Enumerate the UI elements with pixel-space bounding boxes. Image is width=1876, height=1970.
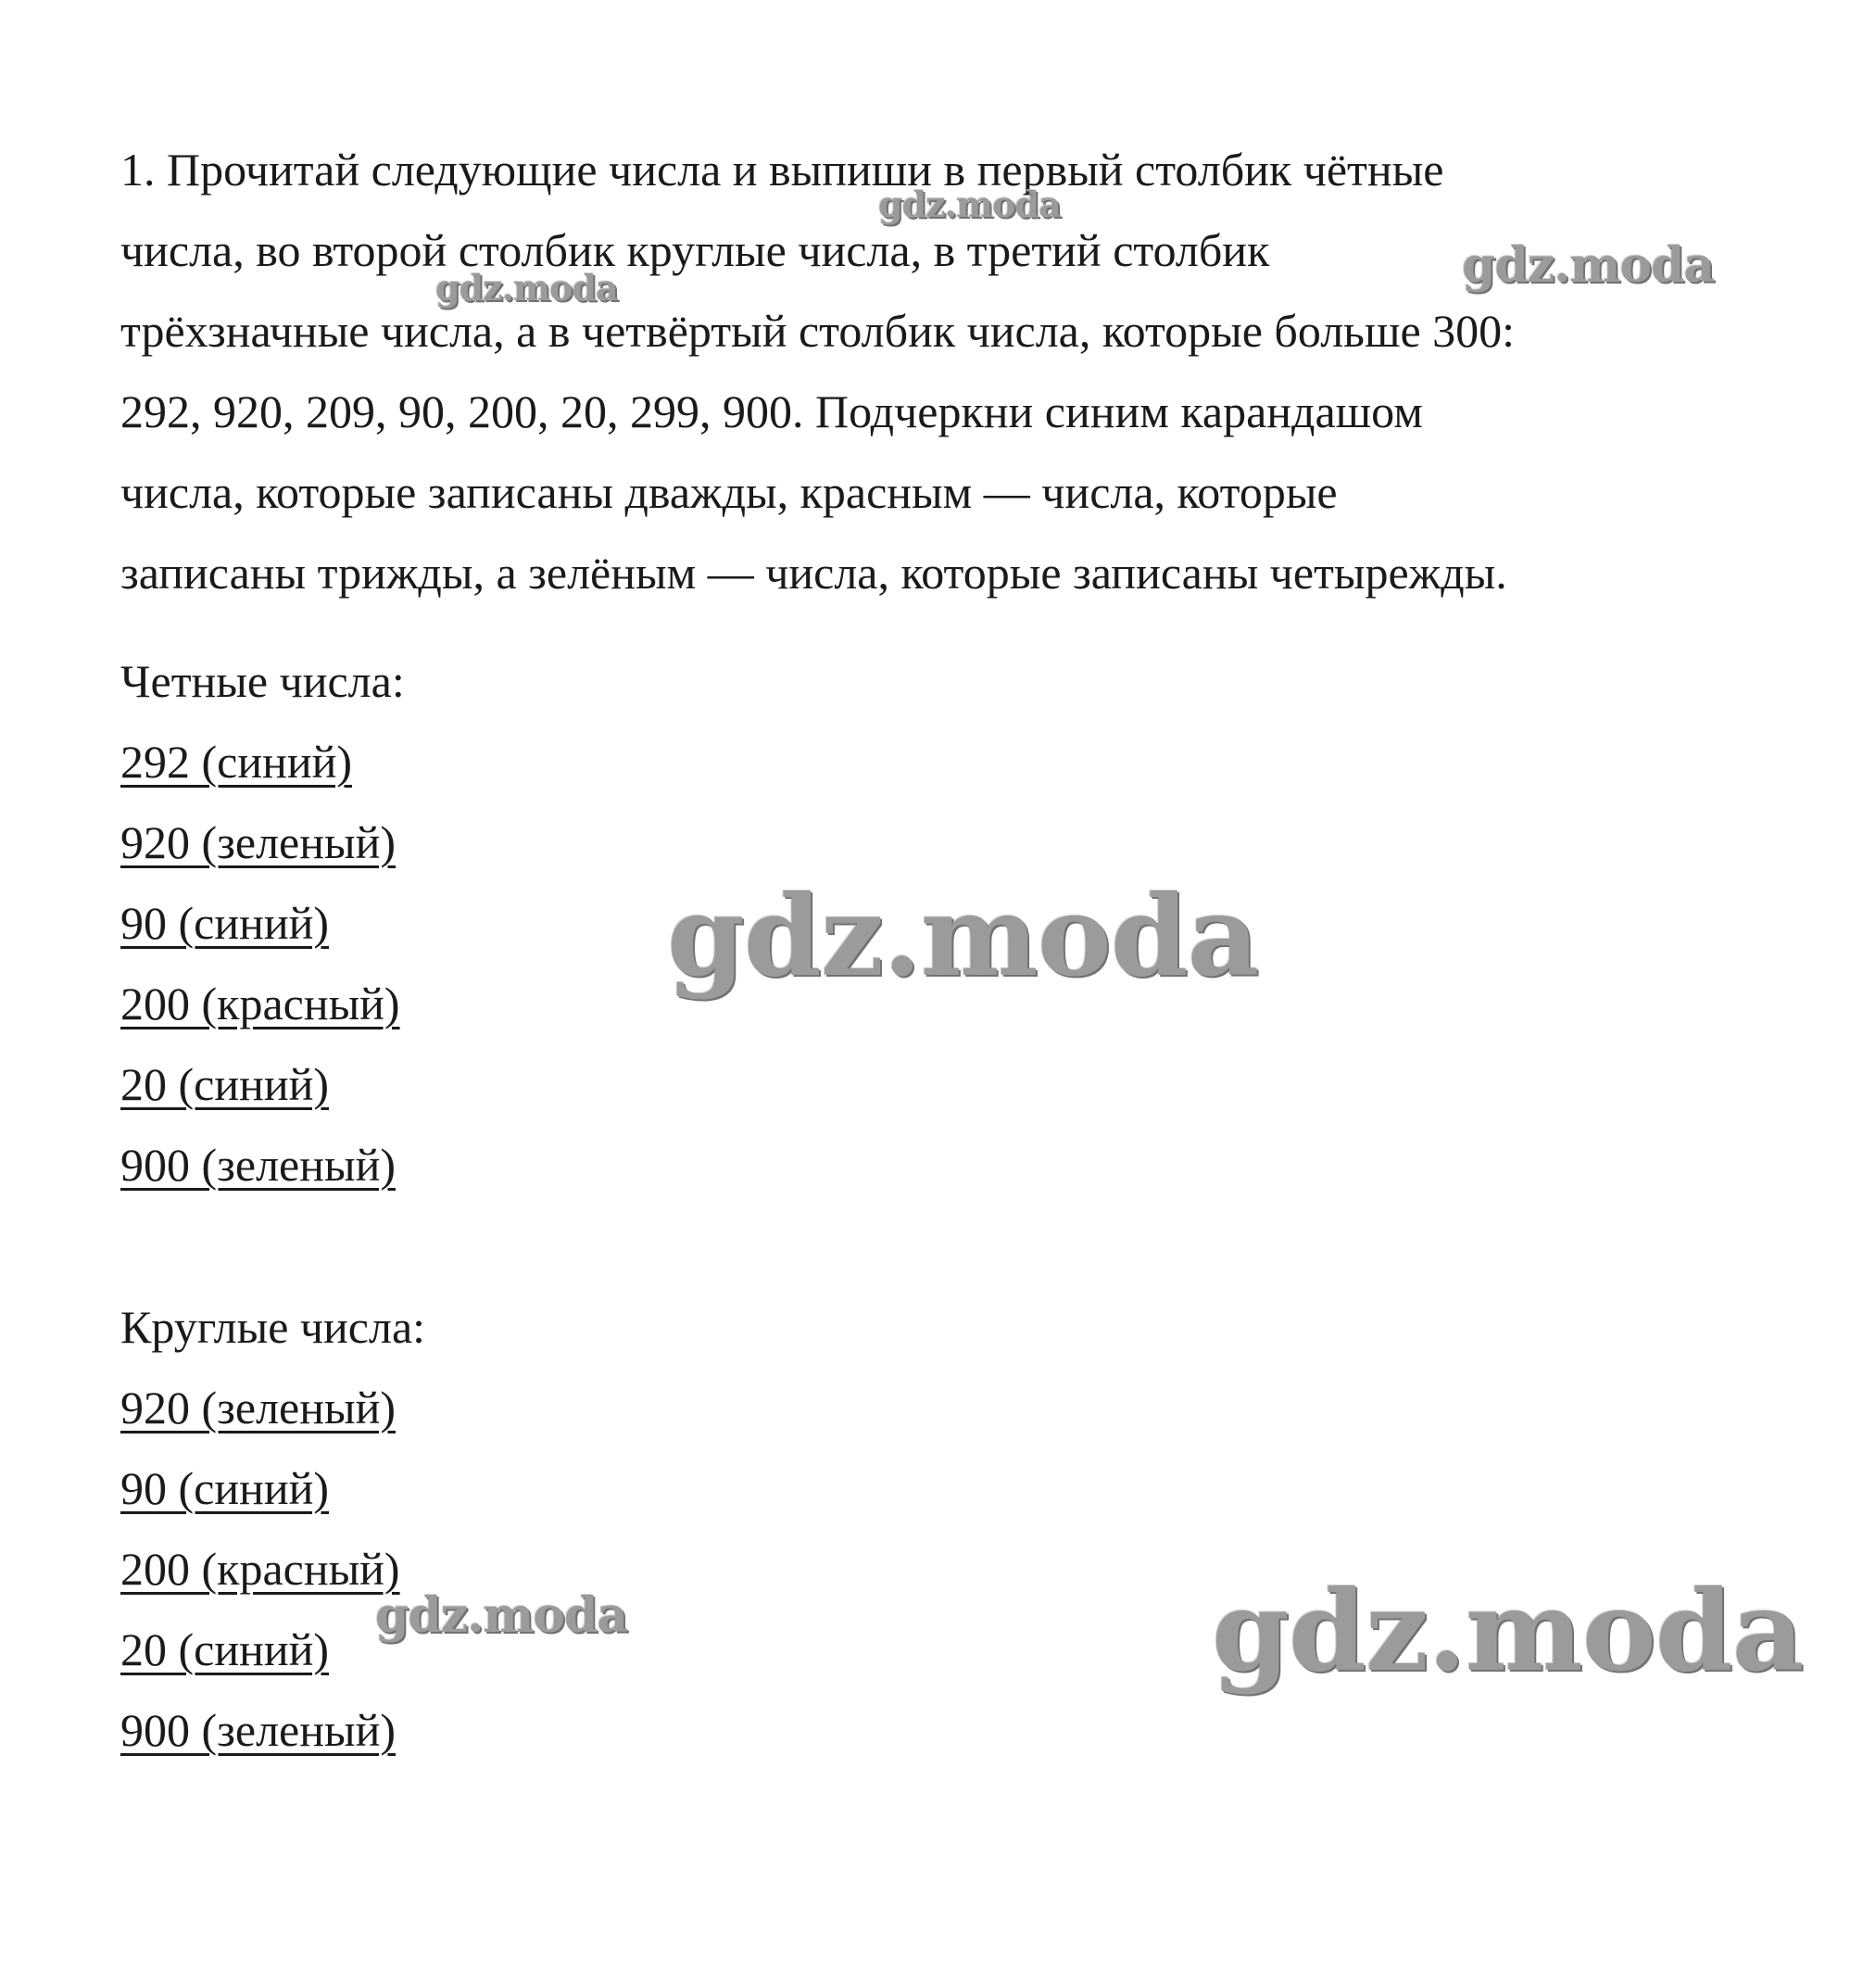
round-numbers-heading: Круглые числа: bbox=[120, 1301, 426, 1353]
list-item: 200 (красный) bbox=[120, 1543, 400, 1595]
watermark: gdz.moda bbox=[878, 183, 1061, 225]
round-numbers-list bbox=[120, 1368, 400, 1771]
list-item: 90 (синий) bbox=[120, 897, 330, 949]
watermark: gdz.moda bbox=[435, 267, 618, 309]
watermark: gdz.moda bbox=[375, 1587, 628, 1644]
list-item: 900 (зеленый) bbox=[120, 1704, 396, 1756]
task-text: 1. Прочитай следующие числа и выпиши в первый столбик чётные числа, во второй столбик круглые числа, в третий столбик трёхзначные числа, а в четвёртый столбик числа, которые больше 300: 292, 920, 209, 90, 200, 20, 299, 900. Подчеркни синим карандашом числа, которые записаны дважды, красным — числа, которые записаны трижды, а зелёным — числа, которые записаны четырежды. bbox=[120, 144, 1516, 599]
watermark: gdz.moda bbox=[1212, 1566, 1804, 1697]
list-item: 90 (синий) bbox=[120, 1462, 330, 1514]
list-item: 292 (синий) bbox=[120, 736, 353, 788]
list-item: 920 (зеленый) bbox=[120, 1382, 396, 1433]
list-item: 920 (зеленый) bbox=[120, 816, 396, 868]
list-item: 20 (синий) bbox=[120, 1058, 330, 1110]
list-item: 200 (красный) bbox=[120, 978, 400, 1029]
even-numbers-list bbox=[120, 722, 400, 1206]
even-numbers-heading: Четные числа: bbox=[120, 655, 405, 707]
watermark: gdz.moda bbox=[1462, 237, 1715, 294]
list-item: 900 (зеленый) bbox=[120, 1139, 396, 1191]
watermark: gdz.moda bbox=[667, 871, 1259, 1002]
list-item: 20 (синий) bbox=[120, 1623, 330, 1675]
